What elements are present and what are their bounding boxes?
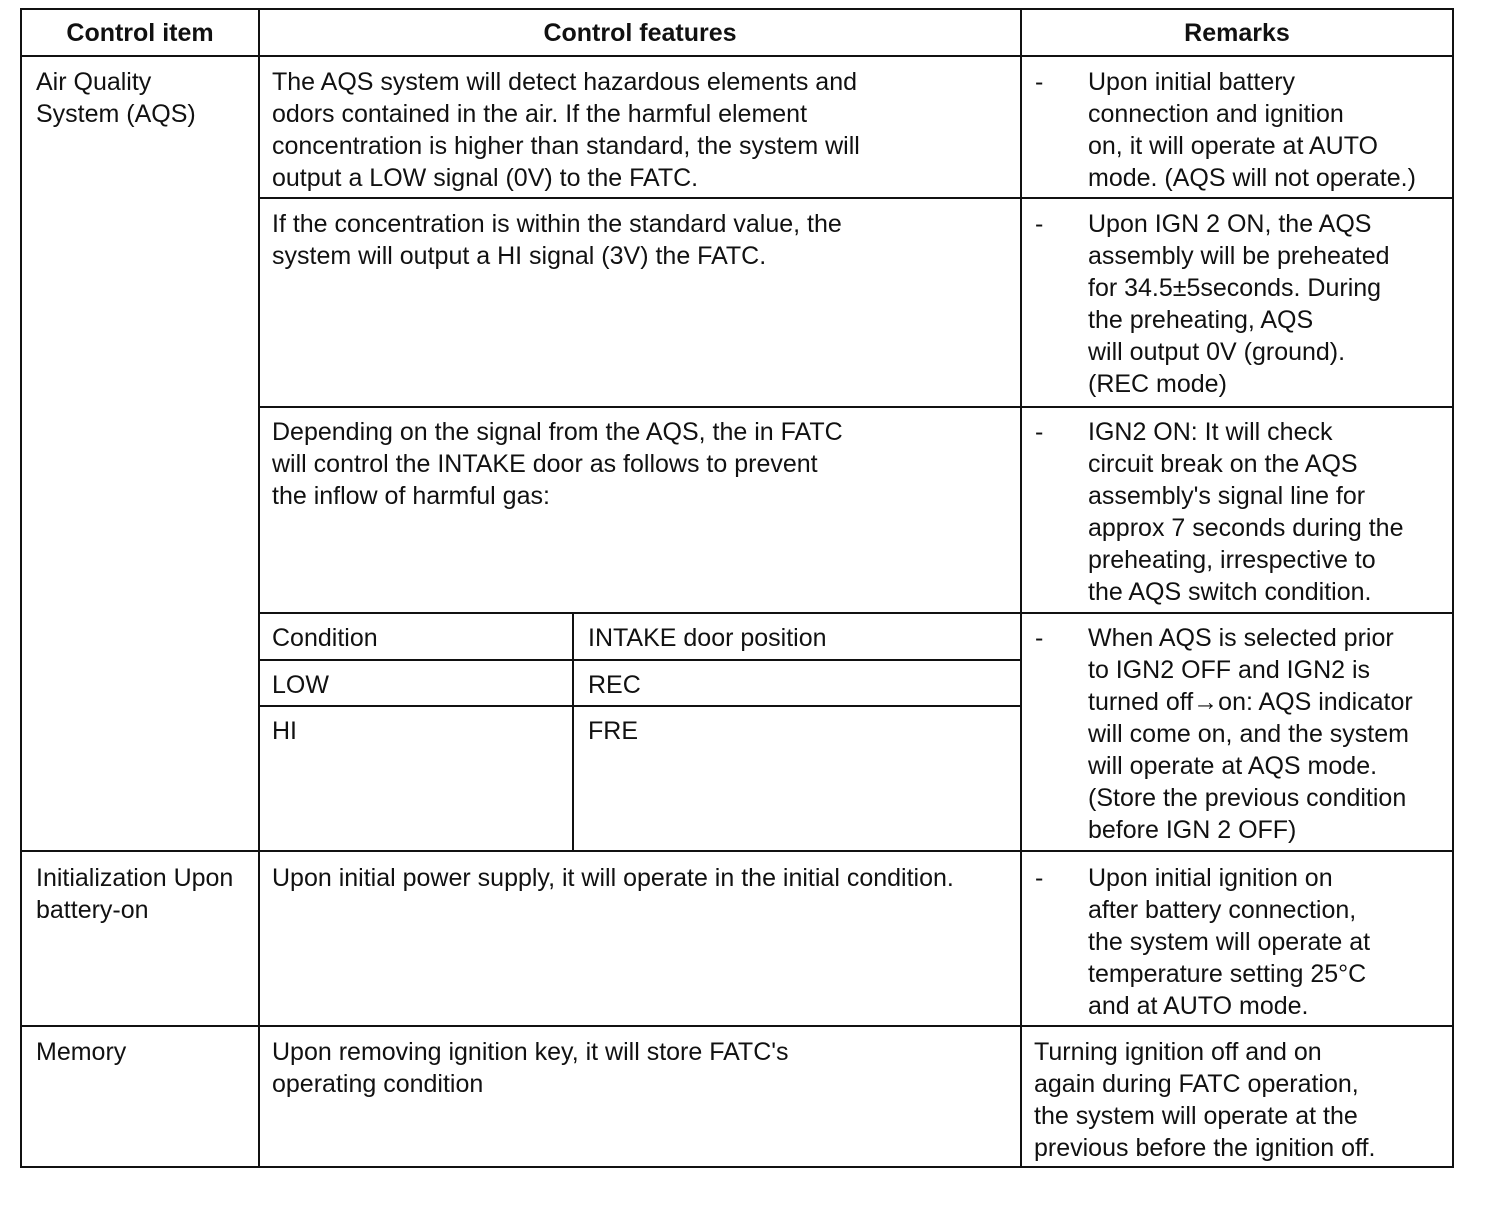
col-divider-1 bbox=[258, 10, 260, 1166]
header-control-item: Control item bbox=[66, 19, 214, 47]
aqs-feature-2: If the concentration is within the standard value, the system will output a HI signal (3V) the FATC. bbox=[272, 210, 842, 270]
init-feature: Upon initial power supply, it will operate in the initial condition. bbox=[272, 864, 954, 892]
aqs-item: Air Quality System (AQS) bbox=[36, 68, 196, 128]
subtable-divider-1 bbox=[258, 659, 1020, 661]
aqs-feature-1: The AQS system will detect hazardous elements and odors contained in the air. If the harmful element concentration is higher than standard, the system will output a LOW signal (0V) to the FATC. bbox=[272, 68, 860, 192]
init-remark-bullet: - bbox=[1035, 864, 1044, 892]
row-divider-init bbox=[22, 1025, 1452, 1027]
aqs-sub-divider-1 bbox=[258, 197, 1452, 199]
aqs-remark-2: Upon IGN 2 ON, the AQS assembly will be preheated for 34.5±5seconds. During the preheating, AQS will output 0V (ground). (REC mode) bbox=[1088, 210, 1390, 398]
aqs-remark-1: Upon initial battery connection and ignition on, it will operate at AUTO mode. (AQS will not operate.) bbox=[1088, 68, 1416, 192]
subtable-divider-2 bbox=[258, 705, 1020, 707]
subtable-row1-condition: LOW bbox=[272, 671, 329, 699]
aqs-remark-3: IGN2 ON: It will check circuit break on the AQS assembly's signal line for approx 7 seconds during the preheating, irrespective to the AQS switch condition. bbox=[1088, 418, 1404, 606]
aqs-sub-divider-3 bbox=[258, 612, 1452, 614]
aqs-remark-4: When AQS is selected prior to IGN2 OFF and IGN2 is turned off→on: AQS indicator will come on, and the system will operate at AQS mode. (Store the previous condition before IGN 2 OFF) bbox=[1088, 624, 1413, 844]
header-remarks: Remarks bbox=[1184, 19, 1290, 47]
subtable-row1-position: REC bbox=[588, 671, 641, 699]
control-table bbox=[20, 8, 1454, 1168]
aqs-remark-4-bullet: - bbox=[1035, 624, 1044, 652]
header-control-features: Control features bbox=[543, 19, 737, 47]
col-divider-2 bbox=[1020, 10, 1022, 1166]
aqs-remark-1-bullet: - bbox=[1035, 68, 1044, 96]
aqs-feature-3: Depending on the signal from the AQS, the in FATC will control the INTAKE door as follows to prevent the inflow of harmful gas: bbox=[272, 418, 843, 510]
subtable-header-position: INTAKE door position bbox=[588, 624, 827, 652]
memory-item: Memory bbox=[36, 1038, 127, 1066]
init-remark: Upon initial ignition on after battery connection, the system will operate at temperature setting 25°C and at AUTO mode. bbox=[1088, 864, 1371, 1020]
aqs-sub-divider-2 bbox=[258, 406, 1452, 408]
memory-remark: Turning ignition off and on again during FATC operation, the system will operate at the previous before the ignition off. bbox=[1034, 1038, 1376, 1162]
row-divider-aqs bbox=[22, 850, 1452, 852]
subtable-row2-position: FRE bbox=[588, 717, 638, 745]
init-item: Initialization Upon battery-on bbox=[36, 864, 234, 924]
subtable-row2-condition: HI bbox=[272, 717, 297, 745]
subtable-col-divider bbox=[572, 612, 574, 852]
subtable-header-condition: Condition bbox=[272, 624, 378, 652]
aqs-remark-2-bullet: - bbox=[1035, 210, 1044, 238]
aqs-remark-3-bullet: - bbox=[1035, 418, 1044, 446]
memory-feature: Upon removing ignition key, it will store FATC's operating condition bbox=[272, 1038, 789, 1098]
